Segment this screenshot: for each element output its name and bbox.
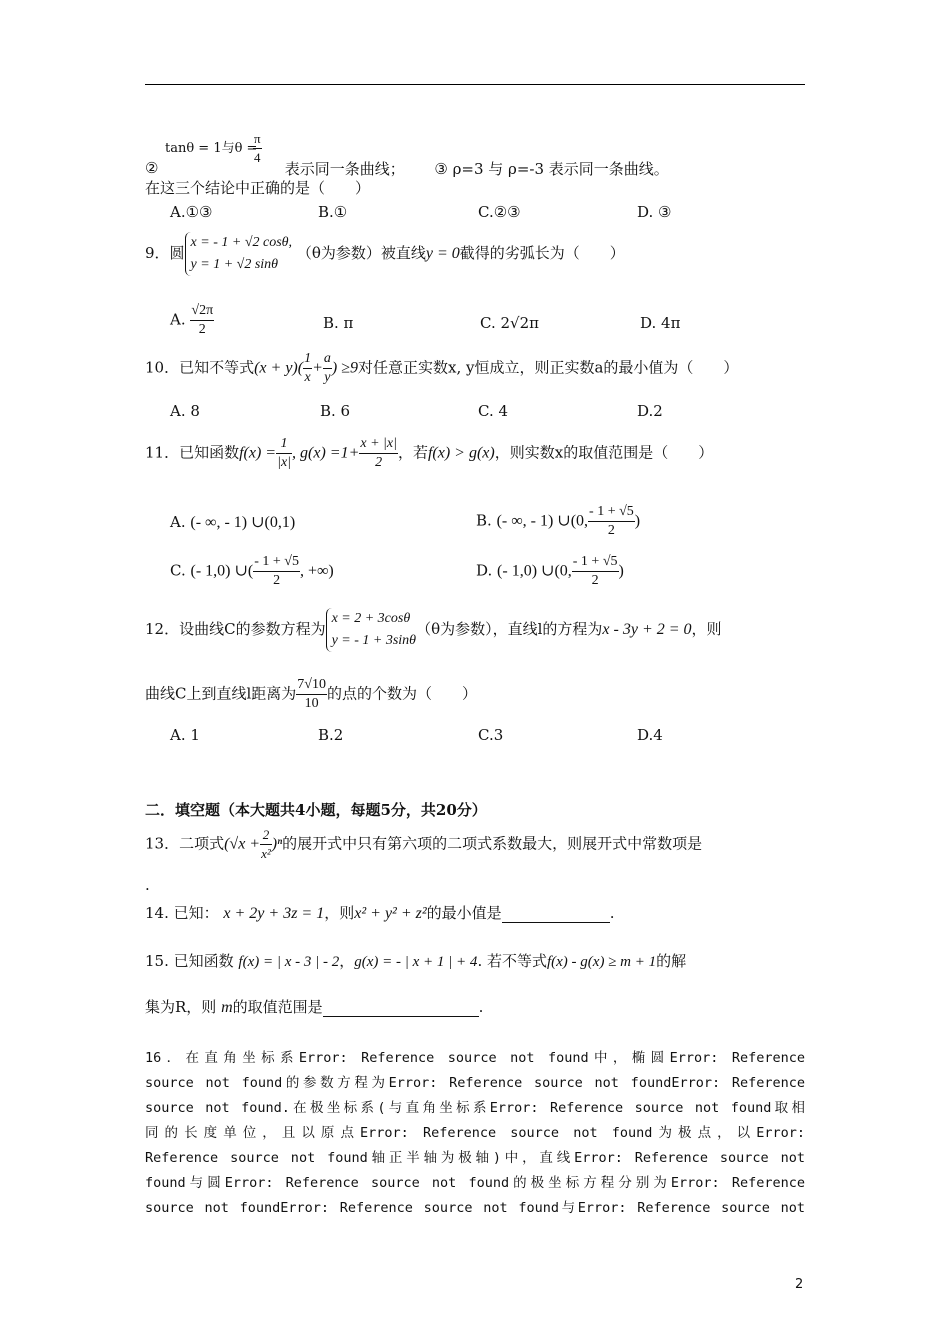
q8-tan-expr: tanθ = 1与θ = bbox=[165, 141, 258, 156]
q16-line: found与圆Error: Reference source not found的极坐标方程分别为Error: Reference bbox=[145, 1175, 805, 1191]
q11-option-d: D. (- 1,0) ∪(0, $\frac{- 1 + √5}{2}$ ) bbox=[476, 554, 624, 588]
q8-item3: ③ ρ=3 与 ρ=-3 表示同一条曲线。 bbox=[434, 160, 669, 178]
q9-param: （θ为参数）被直线 bbox=[296, 244, 426, 262]
q9-option-c: C. 2√2π bbox=[480, 314, 539, 332]
q16-line: 同的长度单位，且以原点Error: Reference source not found为极点，以Error: bbox=[145, 1125, 805, 1141]
q15-answer-blank[interactable] bbox=[323, 1002, 479, 1017]
q11-option-c: C. (- 1,0) ∪( $\frac{- 1 + √5}{2}$ , +∞) bbox=[170, 554, 334, 588]
q8-item2-number: ② bbox=[145, 159, 159, 177]
header-rule bbox=[145, 84, 805, 85]
q9-option-b: B. π bbox=[323, 314, 354, 332]
q15-stem: 15. 已知函数 f(x) = | x - 3 | - 2，g(x) = - | x + 1 | + 4. 若不等式f(x) - g(x) ≥ m + 1的解 bbox=[145, 952, 687, 970]
q8-pi-frac: $\frac{\pi}{4}$ bbox=[254, 131, 261, 165]
q16-line: source not found的参数方程为Error: Reference source not foundError: Reference bbox=[145, 1075, 805, 1091]
q10-option-b: B. 6 bbox=[320, 402, 351, 420]
q10-option-c: C. 4 bbox=[478, 402, 509, 420]
q9-system: x = - 1 + √2 cosθ, y = 1 + √2 sinθ bbox=[185, 232, 293, 276]
q15-line2: 集为R，则 m的取值范围是 . bbox=[145, 998, 484, 1016]
q12-option-a: A. 1 bbox=[170, 726, 200, 744]
q10-stem: 10．已知不等式(x + y)( $\frac{1}{x}$ + $\frac{a}{y}$ ) ≥9对任意正实数x, y恒成立，则正实数a的最小值为（ ） bbox=[145, 351, 739, 385]
q10-option-d: D.2 bbox=[637, 402, 663, 420]
section-2-heading: 二．填空题（本大题共4小题，每题5分，共20分） bbox=[145, 801, 487, 819]
q9-option-a: A. $\frac{√2\pi}{2}$ bbox=[170, 303, 214, 337]
q12-option-d: D.4 bbox=[637, 726, 663, 744]
q11-stem: 11．已知函数f(x) = $\frac{1}{|x|}$ , g(x) =1+ $\frac{x + |x|}{2}$ ，若f(x) > g(x)，则实数x的取值范围是（ ） bbox=[145, 436, 714, 470]
q12-stem: 12．设曲线C的参数方程为 x = 2 + 3cosθ y = - 1 + 3sinθ （θ为参数），直线l的方程为x - 3y + 2 = 0，则 bbox=[145, 608, 722, 652]
q12-option-b: B.2 bbox=[318, 726, 344, 744]
q8-item2 bbox=[145, 131, 669, 179]
q14-answer-blank[interactable] bbox=[502, 908, 610, 923]
q16-line: Reference source not found轴正半轴为极轴)中，直线Error: Reference source not bbox=[145, 1150, 805, 1166]
q9-stem bbox=[145, 232, 625, 276]
q9-suffix: 截得的劣弧长为（ ） bbox=[459, 244, 625, 262]
q8-item2-tail: 表示同一条曲线； bbox=[284, 160, 405, 178]
q12-option-c: C.3 bbox=[478, 726, 504, 744]
q16-line: 16．在直角坐标系Error: Reference source not found中，椭圆Error: Reference bbox=[145, 1050, 805, 1066]
q11-option-b: B. (- ∞, - 1) ∪(0, $\frac{- 1 + √5}{2}$ ) bbox=[476, 504, 641, 538]
page-number: 2 bbox=[795, 1277, 804, 1292]
q13-dot: . bbox=[145, 876, 150, 894]
q16-paragraph bbox=[145, 1046, 805, 1221]
q14-stem: 14. 已知： x + 2y + 3z = 1，则x² + y² + z²的最小值是 . bbox=[145, 904, 615, 922]
q12-line2: 曲线C上到直线l距离为 $\frac{7√10}{10}$ 的点的个数为（ ） bbox=[145, 677, 477, 711]
q16-line: source not found.在极坐标系(与直角坐标系Error: Reference source not found取相 bbox=[145, 1100, 805, 1116]
q11-option-a: A. (- ∞, - 1) ∪(0,1) bbox=[170, 513, 296, 531]
q16-line: source not foundError: Reference source not found与Error: Reference source not bbox=[145, 1200, 805, 1216]
q10-option-a: A. 8 bbox=[170, 402, 200, 420]
q9-prefix: 9．圆 bbox=[145, 244, 185, 262]
q8-option-d: D. ③ bbox=[637, 203, 672, 221]
q13-stem: 13．二项式(√x + $\frac{2}{\text{x²}}$ )ⁿ的展开式中只有第六项的二项式系数最大，则展开式中常数项是 bbox=[145, 827, 703, 861]
q8-option-c: C.②③ bbox=[478, 203, 521, 221]
q8-stem: 在这三个结论中正确的是（ ） bbox=[145, 179, 371, 197]
q9-option-d: D. 4π bbox=[640, 314, 681, 332]
q9-line: y = 0 bbox=[425, 245, 460, 262]
q8-option-a: A.①③ bbox=[170, 203, 213, 221]
q8-option-b: B.① bbox=[318, 203, 348, 221]
